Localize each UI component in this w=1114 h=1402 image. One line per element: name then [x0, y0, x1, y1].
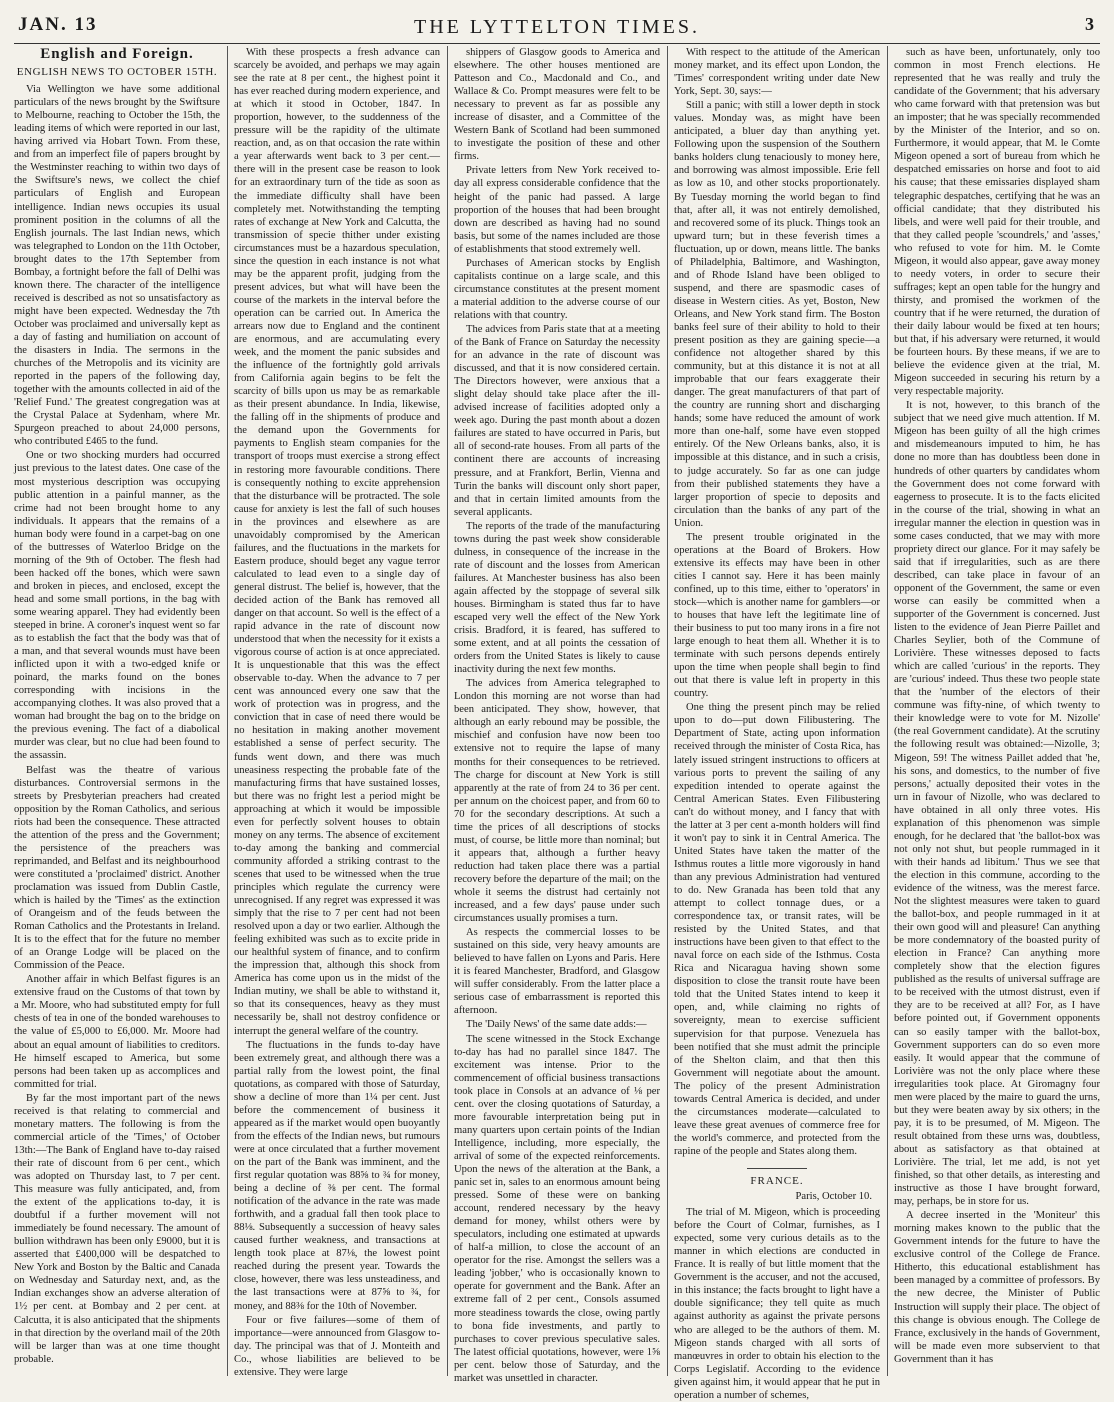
paragraph: The fluctuations in the funds to-day have been extremely great, and although there was a partial rally from the lowest point, the final quotations, as compared with those of Saturday, show a decline of more than 1¼ per cent. Just before the commencement of business it appeared as if the market would open buoyantly from the effects of the Indian news, but rumours were at once circulated that a further movement on the part of the Bank was imminent, and the first regular quotation was 88⅝ to ¾ for money, being a decline of ⅜ per cent. The formal notification of the advance in the rate was made forthwith, and a gradual fall then took place to 88⅛. Subsequently a succession of heavy sales caused further weakness, and transactions at length took place at 87⅛, the lowest point reached during the present year. Towards the close, however, there was less unsteadiness, and the last transactions were at 87⅝ to ¾, for money, and 88⅜ for the 10th of November.	[234, 1039, 440, 1312]
paragraph: Via Wellington we have some additional particulars of the news brought by the Swiftsure to Melbourne, reaching to October the 15th, the leading items of which were reported in our last, having arrived via Hobart Town. From these, and from an imperfect file of papers brought by the Westminster reaching to within two days of the Swiftsure's news, we collect the chief particulars of English and European intelligence. Indian news occupies its usual prominent position in the columns of all the English journals. The last Indian news, which was telegraphed to London on the 11th October, brought dates to the 17th September from Bombay, a fortnight before the fall of Delhi was known there. The character of the intelligence received is described as not so unsatisfactory as might have been expected. Wednesday the 7th October was proclaimed and universally kept as a day of fasting and humiliation on account of the disasters in India. The sermons in the churches of the Metropolis and its vicinity are reported in the papers of the following day, together with the amounts collected in aid of the 'Relief Fund.' The greatest congregation was at the Crystal Palace at Sydenham, where Mr. Spurgeon preached to about 24,000 persons, who contributed £465 to the fund.	[14, 84, 220, 448]
column-4	[674, 46, 880, 1401]
paragraph: One thing the present pinch may be relied upon to do—put down Filibustering. The Department of State, acting upon information received through the minister of Costa Rica, has lately issued stringent instructions to officers at various ports to prevent the sailing of any expedition intended to operate against the Central American States. Even Filibustering can't do without money, and I fancy that with the latter at 3 per cent a-month holders will find it won't pay to sink it in Central America. The United States have taken the matter of the Isthmus routes a little more vigorously in hand than any previous Administration had ventured to do. New Granada has been told that any attempt to collect tonnage dues, or a correspondence tax, or transit rates, will be resisted by the United States, and that instructions have been given to that effect to the naval force on each side of the Isthmus. Costa Rica and Nicaragua having shown some disposition to close the transit route have been told that the United States intend to keep it open, and, while claiming no rights of sovereignty, mean to exercise sufficient supervision for that purpose. Venezuela has been notified that she must admit the principle of the Shelton claim, and that then this Government will negotiate about the amount. The policy of the present Administration towards Central America is decided, and under the circumstances moderate—calculated to leave these great avenues of commerce free for the world's commerce, and protected from the rapine of the people and States along them.	[674, 702, 880, 1157]
column-rule	[887, 46, 888, 1376]
paragraph: The advices from Paris state that at a meeting of the Bank of France on Saturday the necessity for an advance in the rate of discount was discussed, and that it is now considered certain. The Directors however, were anxious that a slight delay should take place after the ill-advised increase of facilities adopted only a week ago. During the past month about a dozen failures are stated to have occurred in Paris, but all of second-rate houses. From all parts of the continent there are accounts of increasing pressure, and at Frankfort, Berlin, Vienna and Turin the banks will discount only short paper, and that in certain limited amounts from the several applicants.	[454, 323, 660, 518]
article-columns	[14, 46, 1100, 1401]
paragraph: With these prospects a fresh advance can scarcely be avoided, and perhaps we may again see the rate at 8 per cent., the highest point it has ever reached during modern experience, and at which it stood in October, 1847. In proportion, however, to the suddenness of the pressure will be the rapidity of the ultimate reaction, and, as on that occasion the rate within a year afterwards went back to 3 per cent.—there will in the present case be reason to look for an extraordinary turn of the tide as soon as the immediate difficulty shall have been completely met. Notwithstanding the tempting rates of exchange at New York and Calcutta, the transmission of specie thither under existing circumstances must be a hazardous speculation, since the question in each instance is not what may be the apparent profit, judging from the present advices, but what will have been the course of the markets in the interval before the operation can be carried out. In America the arrears now due to England and the continent are enormous, and are accumulating every week, and the moment the panic subsides and the influence of the fortnightly gold arrivals from California again begins to be felt the scarcity of bills upon us may be as remarkable as their present abundance. In India, likewise, the falling off in the shipments of produce and the demand upon the Governments for payments to English steam companies for the transport of troops must exercise a strong effect in restoring more favourable conditions. There is consequently nothing to excite apprehension that the disturbance will be protracted. The sole cause for anxiety is lest the fall of such houses in the provinces and elsewhere as are unavoidably compromised by the American failures, and the fluctuations in the markets for Eastern produce, should beget any vague terror calculated to lead even to a single day of general distrust. The belief is, however, that the decided action of the Bank has removed all danger on that account. So well is the effect of a rapid advance in the rate of discount now understood that when the necessity for it exists a vigorous course of action is at once appreciated. It is unquestionable that this was the effect observable to-day. When the advance to 7 per cent was announced every one saw that the work of protection was in progress, and the conviction that in case of need there would be no hesitation in making another movement established a sense of perfect security. The funds went down, and there was much uneasiness respecting the probable fate of the manufacturing firms that have sustained losses, but there was no fright lest a period might be approaching at which it would be impossible even for perfectly solvent houses to obtain money on any terms. The absence of excitement to-day among the banking and commercial community afforded a striking contrast to the scenes that used to be witnessed when the true principles which regulate the currency were unrecognised. If any regret was expressed it was simply that the rise to 7 per cent had not been resolved upon a day or two earlier. Although the feeling exhibited was such as to excite pride in our healthful system of finance, and to confirm the impression that, although this shock from America has come upon us in the midst of the Indian mutiny, we shall be able to withstand it, so that its consequences, heavy as they must necessarily be, shall not destroy confidence or interrupt the general welfare of the country.	[234, 47, 440, 1037]
paragraph: One or two shocking murders had occurred just previous to the latest dates. One case of the most mysterious description was occupying public attention in a painful manner, as the crime had not been brought home to any individuals. It appears that the remains of a human body were found in a carpet-bag on one of the buttresses of Waterloo Bridge on the morning of the 9th of October. The flesh had been hacked off the bones, which were sawn and broken in pieces, and enclosed, except the head and some small portions, in the bag with some wearing apparel. They had evidently been steeped in brine. A coroner's inquest went so far as to establish the fact that the body was that of a man, and that several wounds must have been inflicted upon it with a two-edged knife or poinard, the marks found on the bones corresponding with incisions in the accompanying clothes. It was also proved that a woman had brought the bag on to the bridge on the previous evening. The fact of a diabolical murder was clear, but no clue had been found to the assassin.	[14, 450, 220, 762]
paragraph: Another affair in which Belfast figures is an extensive fraud on the Customs of that town by a Mr. Moore, who had substituted empty for full chests of tea in one of the bonded warehouses to the value of £5,000 to £6,000. Mr. Moore had about an equal amount of liabilities to creditors. He himself escaped to America, but some persons had been taken up as accomplices and committed for trial.	[14, 974, 220, 1090]
paragraph: A decree inserted in the 'Moniteur' this morning makes known to the public that the Government intends for the future to have the exclusive control of the College de France. Hitherto, this educational establishment has been managed by a committee of professors. By the new decree, the Minister of Public Instruction will supply their place. The object of this change is obvious enough. The College de France, exclusively in the hands of Government, will be made even more subservient to that Government than it has	[894, 1210, 1100, 1365]
paragraph: The present trouble originated in the operations at the Board of Brokers. How extensive its effects may have been in other cities I cannot say. Here it has been mainly confined, up to this time, either to 'operators' in stock—which is another name for gamblers—or to houses that have left the legitimate line of their business to put too many irons in a fire not large enough to heat them all. Whether it is to terminate with such persons depends entirely upon the time when people shall begin to find out that there is value left in property in this country.	[674, 531, 880, 700]
column-rule	[227, 46, 228, 1376]
column-rule	[667, 46, 668, 1376]
paragraph: The advices from America telegraphed to London this morning are not worse than had been anticipated. They show, however, that although an early rebound may be possible, the mischief and confusion have now been too extensive not to require the lapse of many months for their consequences to be retrieved. The charge for discount at New York is still apparently at the rate of from 24 to 36 per cent. per annum on the choicest paper, and from 60 to 70 for the secondary descriptions. At such a time the prices of all descriptions of stocks must, of course, be little more than nominal; but it appears that, although a further heavy reduction had taken place there was a partial recovery before the departure of the mail; on the whole it seems the distrust had certainly not increased, and a few days' pause under such circumstances usually promises a turn.	[454, 678, 660, 925]
paragraph: The 'Daily News' of the same date adds:—	[466, 1019, 647, 1031]
column-5	[894, 46, 1100, 1376]
france-dateline: Paris, October 10.	[795, 1191, 872, 1203]
paragraph: As respects the commercial losses to be sustained on this side, very heavy amounts are believed to have fallen on Lyons and Paris. Here it is feared Manchester, Bradford, and Glasgow will suffer considerably. From the latter place a serious case of embarrassment is reported this afternoon.	[454, 927, 660, 1017]
paragraph: The trial of M. Migeon, which is proceeding before the Court of Colmar, furnishes, as I expected, some very curious details as to the manner in which elections are conducted in France. It is really of but little moment that the Government is the accuser, and not the accused, in this instance; the facts brought to light have a double significance; they tell quite as much against authority as against the private persons who are alleged to be the authors of them. M. Migeon stands charged with all sorts of manœuvres in order to obtain his election to the Corps Legislatif. According to the evidence given against him, it would appear that he put in operation a number of schemes,	[674, 1207, 880, 1401]
masthead	[14, 10, 1100, 44]
paragraph: It is not, however, to this branch of the subject that we need give much attention. If M. Migeon has been guilty of all the high crimes and misdemeanours imputed to him, he has done no more than has doubtless been done in hundreds of other quarters by candidates whom the Government does not come forward with eagerness to prosecute. It is to the facts elicited in the course of the trial, showing in what an irregular manner the election in question was in some cases conducted, that we may with more propriety direct our glance. For it may safely be said that if irregularities, such as are there described, can take place in favour of an opponent of the Government, the same or even worse can easily be committed when a supporter of the Government is concerned. Just listen to the evidence of Jean Pierre Paillet and Charles Seylier, both of the Commune of Lorivière. These witnesses deposed to facts which are called 'curious' in the reports. They are 'curious' indeed. Thus these two people state that the 'number of the electors of their commune was fifty-nine, of which twenty to their knowledge were to vote for M. Nizolle' (the real Government candidate). At the scrutiny the following result was obtained:—Nizolle, 3; Migeon, 59! The witness Paillet added that 'he, his sons, and domestics, to the number of five persons,' actually deposited their votes in the urn in favour of Nizolle, who was declared to have obtained in all only three votes. His explanation of this phenomenon was simple enough, for he declared that 'the ballot-box was not only not shut, but people rummaged in it with their hands ad libitum.' Thus we see that the election in this commune, according to the evidence of the witness, was the merest farce. Not the slightest measures were taken to guard the ballot-box, and people rummaged in it at their own good will and pleasure! Can anything be more condemnatory of the boasted purity of election in France? Can anything more completely show that the election figures published as the results of universal suffrage are to be received with the utmost distrust, even if they are to be received at all? For, as I have before pointed out, if Government opponents can so easily tamper with the ballot-box, Government supporters can do so even more easily. It would appear that the commune of Lorivière was not the only place where these irregularities took place. At Giromagny four men were placed by the maire to guard the urns, but they were beaten away by six others; in the pay, it is to be presumed, of M. Migeon. The result obtained from these urns was, doubtless, about as satisfactory as that obtained at Lorivière. The trial, let me add, is not yet finished, so that other details, as interesting and instructive as those I have brought forward, may, perhaps, be in store for us.	[894, 400, 1100, 1208]
column-rule	[447, 46, 448, 1376]
section-title: English and Foreign.	[40, 46, 194, 62]
paragraph: Belfast was the theatre of various disturbances. Controversial sermons in the streets by Presbyterian preachers had created opposition by the Roman Catholics, and serious riots had been the consequence. These attracted the attention of the press and the Government; the persistence of the preachers was reprimanded, and Belfast and its neighbourhood were constituted a 'proclaimed' district. Another proclamation was issued from Dublin Castle, which is hailed by the 'Times' as the extinction of Orangeism and of the feuds between the Roman Catholics and the Protestants in Ireland. It is to the effect that for the future no member of an Orange Lodge will be placed on the Commission of the Peace.	[14, 764, 220, 972]
section-divider	[747, 1168, 807, 1169]
newspaper-title: THE LYTTELTON TIMES.	[414, 16, 700, 38]
page-number: 3	[1085, 14, 1094, 34]
france-heading: FRANCE.	[750, 1174, 804, 1187]
paragraph: such as have been, unfortunately, only too common in most French elections. He represented that he was really and truly the candidate of the Government; that his adversary who came forward with that pretension was but an imposter; that he was specially recommended by the Minister of the Interior, and so on. Furthermore, it would appear, that M. le Comte Migeon opened a sort of bureau from which he despatched emissaries on horse and foot to aid his cause; that these emissaries displayed sham telegraphic despatches, certifying that he was an official candidate; that they distributed his libels, and were well paid for their trouble, and that they called people 'scoundrels,' and 'asses,' who refused to vote for him. M. le Comte Migeon, it would also appear, gave away money to needy voters, in order to secure their suffrages; kept an open table for the hungry and thirsty, and promised the workmen of the country that if he were returned, the duration of their daily labour would be fixed at ten hours; but that, if his adversary were returned, it would be fourteen hours. By these means, if we are to believe the evidence given at the trial, M. Migeon succeeded in securing his return by a very respectable majority.	[894, 47, 1100, 398]
paragraph: Four or five failures—some of them of importance—were announced from Glasgow to-day. The principal was that of J. Monteith and Co., whose liabilities are believed to be extensive. They were large	[234, 1314, 440, 1378]
paragraph: shippers of Glasgow goods to America and elsewhere. The other houses mentioned are Patteson and Co., Macdonald and Co., and Wallace & Co. Prompt measures were felt to be necessary to prevent as far as possible any increase of disaster, and a Committee of the Western Bank of Scotland had been summoned to investigate the position of these and other firms.	[454, 47, 660, 163]
issue-date: JAN. 13	[18, 14, 98, 35]
paragraph: Purchases of American stocks by English capitalists continue on a large scale, and this circumstance constitutes at the present moment a material addition to the adverse course of our relations with that country.	[454, 257, 660, 321]
paragraph: The scene witnessed in the Stock Exchange to-day has had no parallel since 1847. The excitement was intense. Prior to the commencement of official business transactions took place in Consols at an advance of ⅛ per cent. over the closing quotations of Saturday, a more favourable interpretation being put in many quarters upon certain points of the Indian Intelligence, including, more especially, the arrival of some of the expected reinforcements. Upon the news of the alteration at the Bank, a panic set in, sales to an enormous amount being pressed. Some of these were on banking account, rendered necessary by the heavy demand for money, whilst others were by speculators, including one estimated at upwards of half-a million, to close the account of an operator for the rise. Amongst the sellers was a leading 'jobber,' who is occasionally known to operate for government and the Bank. After an extreme fall of 2 per cent., Consols assumed more steadiness towards the close, owing partly to bona fide investments, and partly to purchases to cover previous speculative sales. The latest official quotations, however, were 1⅝ per cent. below those of Saturday, and the market was unsettled in character.	[454, 1033, 660, 1384]
paragraph: Still a panic; with still a lower depth in stock values. Monday was, as might have been anticipated, a bluer day than anything yet. Following upon the suspension of the Southern banks holders clung tenaciously to money here, and borrowing was almost impossible. Erie fell as low as 10, and other stocks proportionately. By Tuesday morning the world began to find that, after all, it was not entirely demolished, and recovered some of its pluck. Things took an upward turn; but in these feverish times a fluctuation, up or down, means little. The banks of Philadelphia, Baltimore, and Washington, and of Rhode Island have been obliged to suspend, and there are spasmodic cases of disease in Western cities. As yet, Boston, New Orleans, and New York stand firm. The Boston banks feel sure of their ability to hold to their present position as they are gaining specie—a confidence not altogether shared by this community, but at this distance it is not at all improbable that our fears exaggerate their danger. The great manufacturers of that part of the country are running short and discharging hands; some have reduced the amount of work more than one-half, some have even stopped entirely. Of the New Orleans banks, also, it is impossible at this distance, and in such a crisis, to judge accurately. So far as one can judge from their published statements they have a larger proportion of specie to deposits and circulation than the banks of any part of the Union.	[674, 100, 880, 529]
article-subhead: ENGLISH NEWS TO OCTOBER 15TH.	[16, 66, 218, 79]
column-2	[234, 46, 440, 1376]
column-3	[454, 46, 660, 1384]
paragraph: Private letters from New York received to-day all express considerable confidence that the height of the panic had passed. A large proportion of the houses that had been brought down are described as having had no sound basis, but some of the names included are those of establishments that stood extremely well.	[454, 165, 660, 255]
paragraph: By far the most important part of the news received is that relating to commercial and monetary matters. The following is from the commercial article of the 'Times,' of October 13th:—The Bank of England have to-day raised their rate of discount from 6 per cent., which was adopted on Thursday last, to 7 per cent. This measure was fully anticipated, and, from the extent of the applications to-day, it is doubtful if a further movement will not immediately be found necessary. The amount of bullion withdrawn has been only £9000, but it is asserted that £400,000 will be despatched to New York and Boston by the Baltic and Canada on Wednesday and Saturday next, and, as the Indian exchanges show an adverse alteration of 1½ per cent. at Bombay and 2 per cent. at Calcutta, it is also anticipated that the shipments in that direction by the overland mail of the 20th will be larger than was at one time thought probable.	[14, 1092, 220, 1365]
column-1	[14, 46, 220, 1376]
paragraph: The reports of the trade of the manufacturing towns during the past week show considerable dulness, in consequence of the increase in the rate of discount and the losses from American failures. At Manchester business has also been again affected by the stoppage of several silk houses. Birmingham is stated thus far to have escaped very well the effect of the New York crisis. Bradford, it is feared, has suffered to some extent, and at all points the cessation of orders from the United States is likely to cause inactivity during the next few months.	[454, 520, 660, 676]
paragraph: With respect to the attitude of the American money market, and its effect upon London, the 'Times' correspondent writing under date New York, Sept. 30, says:—	[674, 47, 880, 98]
